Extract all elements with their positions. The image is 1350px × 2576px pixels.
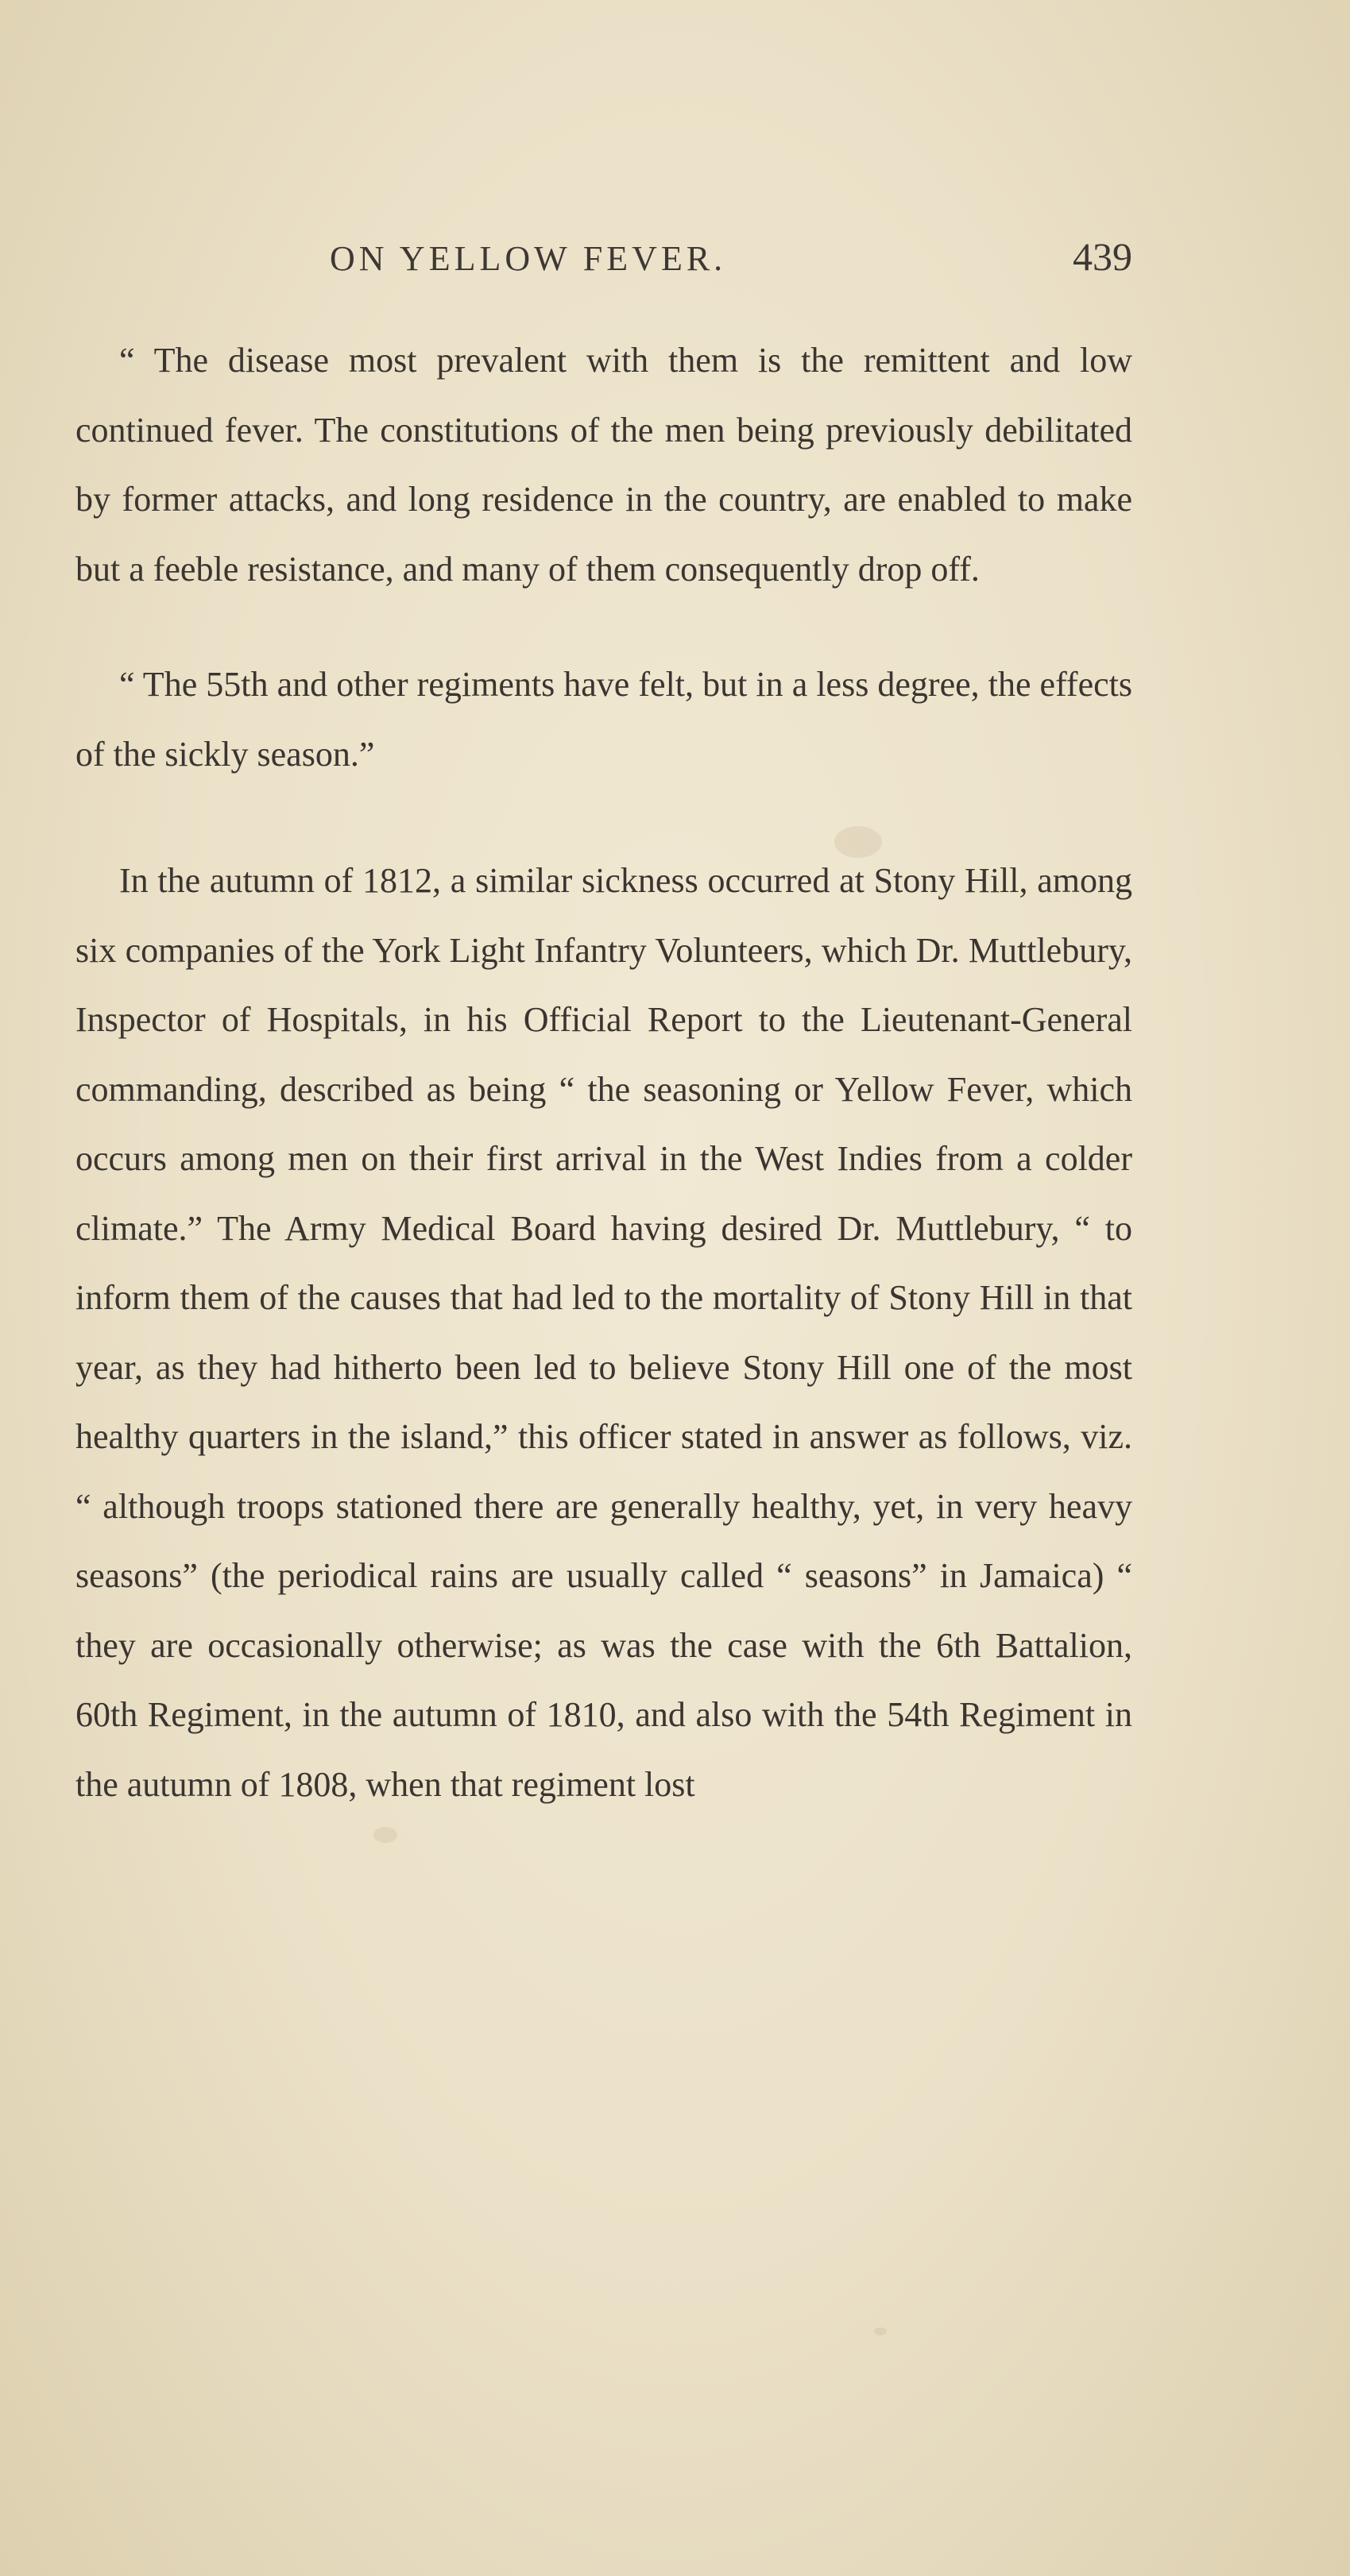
running-head: ON YELLOW FEVER. [330, 239, 727, 278]
paragraph-quote-55th-regiment: “ The 55th and other regiments have felt, but in a less degree, the effects of the sickly season.” [75, 665, 1132, 774]
paragraph-stony-hill-1812: In the autumn of 1812, a similar sickness occurred at Stony Hill, among six companies of the York Light Infantry Volunteers, which Dr. Muttlebury, Inspector of Hospitals, in his Official Report to the Lieutenant-General commanding, described as being “ the seasoning or Yellow Fever, which occurs among men on their first arrival in the West Indies from a colder climate.” The Army Medical Board having desired Dr. Muttlebury, “ to inform them of the causes that had led to the mortality of Stony Hill in that year, as they had hitherto been led to believe Stony Hill one of the most healthy quarters in the island,” this officer stated in answer as follows, viz. “ although troops stationed there are generally healthy, yet, in very heavy seasons” (the periodical rains are usually called “ seasons” in Jamaica) “ they are occasionally otherwise; as was the case with the 6th Battalion, 60th Regiment, in the autumn of 1810, and also with the 54th Regiment in the autumn of 1808, when that regiment lost [75, 861, 1132, 1804]
paper-stain [874, 2327, 887, 2335]
page-body [75, 326, 1132, 1819]
page-header [75, 234, 1132, 302]
paragraph-quote-remittent-fever: “ The disease most prevalent with them is the remittent and low continued fever. The constitutions of the men being previously debilitated by former attacks, and long residence in the country, are enabled to make but a feeble resistance, and many of them consequently drop off. [75, 341, 1132, 589]
paper-stain [373, 1827, 397, 1843]
page-number: 439 [1073, 234, 1132, 279]
